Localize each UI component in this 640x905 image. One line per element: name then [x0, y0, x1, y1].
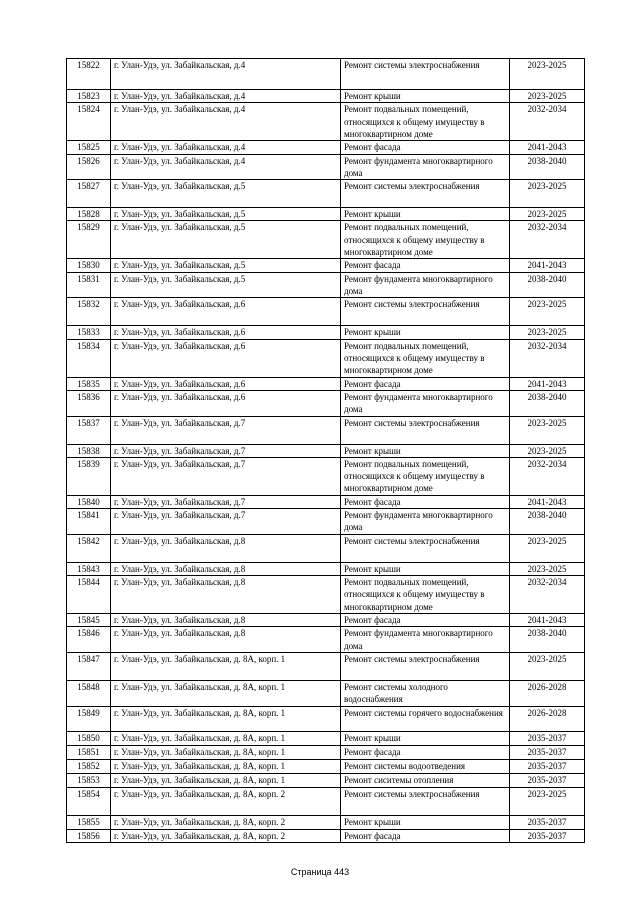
- row-number-cell: 15851: [67, 745, 111, 759]
- row-number-cell: 15850: [67, 731, 111, 745]
- period-cell: 2023-2025: [510, 444, 585, 457]
- work-type-cell: Ремонт крыши: [341, 731, 510, 745]
- work-type-cell: Ремонт фасада: [341, 259, 510, 272]
- work-type-cell: Ремонт фундамента многоквартирного дома: [341, 627, 510, 653]
- work-type-cell: Ремонт крыши: [341, 444, 510, 457]
- work-type-cell: Ремонт фундамента многоквартирного дома: [341, 509, 510, 535]
- address-cell: г. Улан-Удэ, ул. Забайкальская, д.8: [111, 534, 341, 562]
- period-cell: 2038-2040: [510, 509, 585, 535]
- period-cell: 2041-2043: [510, 141, 585, 154]
- table-row: [67, 509, 585, 535]
- address-cell: г. Улан-Удэ, ул. Забайкальская, д.5: [111, 208, 341, 221]
- row-number-cell: 15822: [67, 59, 111, 90]
- address-cell: г. Улан-Удэ, ул. Забайкальская, д. 8А, корп. 1: [111, 773, 341, 787]
- address-cell: г. Улан-Удэ, ул. Забайкальская, д.6: [111, 298, 341, 326]
- period-cell: 2035-2037: [510, 773, 585, 787]
- period-cell: 2023-2025: [510, 534, 585, 562]
- address-cell: г. Улан-Удэ, ул. Забайкальская, д. 8А, корп. 1: [111, 731, 341, 745]
- work-type-cell: Ремонт подвальных помещений, относящихся к общему имуществу в многоквартирном доме: [341, 339, 510, 377]
- work-type-cell: Ремонт фундамента многоквартирного дома: [341, 154, 510, 180]
- work-type-cell: Ремонт системы электроснабжения: [341, 180, 510, 208]
- table-row: [67, 457, 585, 495]
- table-row: [67, 298, 585, 326]
- period-cell: 2023-2025: [510, 787, 585, 815]
- work-type-cell: Ремонт системы холодного водоснабжения: [341, 680, 510, 706]
- table-row: [67, 787, 585, 815]
- work-type-cell: Ремонт крыши: [341, 562, 510, 575]
- table-row: [67, 614, 585, 627]
- work-type-cell: Ремонт системы электроснабжения: [341, 534, 510, 562]
- repair-schedule-table: [66, 58, 585, 843]
- period-cell: 2041-2043: [510, 377, 585, 390]
- row-number-cell: 15838: [67, 444, 111, 457]
- page-number: Страница 443: [290, 867, 350, 877]
- address-cell: г. Улан-Удэ, ул. Забайкальская, д.4: [111, 154, 341, 180]
- row-number-cell: 15842: [67, 534, 111, 562]
- table-row: [67, 562, 585, 575]
- row-number-cell: 15853: [67, 773, 111, 787]
- work-type-cell: Ремонт системы электроснабжения: [341, 298, 510, 326]
- row-number-cell: 15823: [67, 90, 111, 103]
- work-type-cell: Ремонт фасада: [341, 377, 510, 390]
- table-row: [67, 326, 585, 339]
- work-type-cell: Ремонт фасада: [341, 614, 510, 627]
- table-row: [67, 154, 585, 180]
- row-number-cell: 15852: [67, 759, 111, 773]
- table-row: [67, 534, 585, 562]
- row-number-cell: 15855: [67, 815, 111, 829]
- period-cell: 2023-2025: [510, 180, 585, 208]
- table-row: [67, 627, 585, 653]
- address-cell: г. Улан-Удэ, ул. Забайкальская, д. 8А, корп. 1: [111, 706, 341, 731]
- address-cell: г. Улан-Удэ, ул. Забайкальская, д.5: [111, 180, 341, 208]
- period-cell: 2041-2043: [510, 259, 585, 272]
- work-type-cell: Ремонт крыши: [341, 815, 510, 829]
- address-cell: г. Улан-Удэ, ул. Забайкальская, д.7: [111, 495, 341, 508]
- work-type-cell: Ремонт фасада: [341, 495, 510, 508]
- work-type-cell: Ремонт фасада: [341, 141, 510, 154]
- address-cell: г. Улан-Удэ, ул. Забайкальская, д. 8А, корп. 1: [111, 759, 341, 773]
- table-row: [67, 390, 585, 416]
- table-row: [67, 731, 585, 745]
- table-row: [67, 339, 585, 377]
- table-row: [67, 141, 585, 154]
- table-row: [67, 208, 585, 221]
- table-row: [67, 259, 585, 272]
- table-row: [67, 773, 585, 787]
- row-number-cell: 15826: [67, 154, 111, 180]
- period-cell: 2023-2025: [510, 208, 585, 221]
- address-cell: г. Улан-Удэ, ул. Забайкальская, д.5: [111, 221, 341, 259]
- address-cell: г. Улан-Удэ, ул. Забайкальская, д.6: [111, 377, 341, 390]
- row-number-cell: 15849: [67, 706, 111, 731]
- period-cell: 2035-2037: [510, 815, 585, 829]
- address-cell: г. Улан-Удэ, ул. Забайкальская, д.7: [111, 444, 341, 457]
- row-number-cell: 15834: [67, 339, 111, 377]
- row-number-cell: 15825: [67, 141, 111, 154]
- period-cell: 2035-2037: [510, 745, 585, 759]
- table-row: [67, 103, 585, 141]
- row-number-cell: 15836: [67, 390, 111, 416]
- table-row: [67, 180, 585, 208]
- period-cell: 2038-2040: [510, 154, 585, 180]
- period-cell: 2023-2025: [510, 652, 585, 680]
- address-cell: г. Улан-Удэ, ул. Забайкальская, д.8: [111, 562, 341, 575]
- address-cell: г. Улан-Удэ, ул. Забайкальская, д. 8А, корп. 2: [111, 787, 341, 815]
- work-type-cell: Ремонт системы электроснабжения: [341, 59, 510, 90]
- address-cell: г. Улан-Удэ, ул. Забайкальская, д.7: [111, 509, 341, 535]
- address-cell: г. Улан-Удэ, ул. Забайкальская, д.8: [111, 627, 341, 653]
- table-body: [67, 59, 585, 843]
- period-cell: 2035-2037: [510, 829, 585, 842]
- table-row: [67, 829, 585, 842]
- work-type-cell: Ремонт крыши: [341, 326, 510, 339]
- table-row: [67, 90, 585, 103]
- period-cell: 2023-2025: [510, 562, 585, 575]
- table-row: [67, 652, 585, 680]
- address-cell: г. Улан-Удэ, ул. Забайкальская, д.6: [111, 390, 341, 416]
- row-number-cell: 15844: [67, 576, 111, 614]
- period-cell: 2026-2028: [510, 680, 585, 706]
- work-type-cell: Ремонт системы водоотведения: [341, 759, 510, 773]
- table-row: [67, 59, 585, 90]
- table-row: [67, 221, 585, 259]
- row-number-cell: 15854: [67, 787, 111, 815]
- table-row: [67, 416, 585, 444]
- table-row: [67, 680, 585, 706]
- address-cell: г. Улан-Удэ, ул. Забайкальская, д. 8А, корп. 1: [111, 652, 341, 680]
- period-cell: 2023-2025: [510, 298, 585, 326]
- table-row: [67, 576, 585, 614]
- work-type-cell: Ремонт крыши: [341, 90, 510, 103]
- row-number-cell: 15833: [67, 326, 111, 339]
- period-cell: 2032-2034: [510, 576, 585, 614]
- row-number-cell: 15847: [67, 652, 111, 680]
- row-number-cell: 15843: [67, 562, 111, 575]
- period-cell: 2038-2040: [510, 272, 585, 298]
- row-number-cell: 15839: [67, 457, 111, 495]
- period-cell: 2032-2034: [510, 221, 585, 259]
- address-cell: г. Улан-Удэ, ул. Забайкальская, д. 8А, корп. 2: [111, 815, 341, 829]
- address-cell: г. Улан-Удэ, ул. Забайкальская, д. 8А, корп. 1: [111, 745, 341, 759]
- row-number-cell: 15841: [67, 509, 111, 535]
- row-number-cell: 15830: [67, 259, 111, 272]
- period-cell: 2035-2037: [510, 731, 585, 745]
- row-number-cell: 15828: [67, 208, 111, 221]
- work-type-cell: Ремонт системы электроснабжения: [341, 416, 510, 444]
- period-cell: 2023-2025: [510, 90, 585, 103]
- work-type-cell: Ремонт подвальных помещений, относящихся к общему имуществу в многоквартирном доме: [341, 103, 510, 141]
- work-type-cell: Ремонт крыши: [341, 208, 510, 221]
- work-type-cell: Ремонт фасада: [341, 829, 510, 842]
- work-type-cell: Ремонт сиситемы отопления: [341, 773, 510, 787]
- address-cell: г. Улан-Удэ, ул. Забайкальская, д.6: [111, 326, 341, 339]
- work-type-cell: Ремонт системы электроснабжения: [341, 787, 510, 815]
- row-number-cell: 15837: [67, 416, 111, 444]
- work-type-cell: Ремонт системы горячего водоснабжения: [341, 706, 510, 731]
- period-cell: 2023-2025: [510, 326, 585, 339]
- period-cell: 2041-2043: [510, 495, 585, 508]
- period-cell: 2032-2034: [510, 103, 585, 141]
- work-type-cell: Ремонт системы электроснабжения: [341, 652, 510, 680]
- period-cell: 2032-2034: [510, 339, 585, 377]
- row-number-cell: 15856: [67, 829, 111, 842]
- work-type-cell: Ремонт подвальных помещений, относящихся к общему имуществу в многоквартирном доме: [341, 457, 510, 495]
- table-row: [67, 706, 585, 731]
- table-row: [67, 745, 585, 759]
- address-cell: г. Улан-Удэ, ул. Забайкальская, д.4: [111, 90, 341, 103]
- row-number-cell: 15845: [67, 614, 111, 627]
- row-number-cell: 15831: [67, 272, 111, 298]
- row-number-cell: 15824: [67, 103, 111, 141]
- table-row: [67, 377, 585, 390]
- row-number-cell: 15835: [67, 377, 111, 390]
- work-type-cell: Ремонт фасада: [341, 745, 510, 759]
- row-number-cell: 15829: [67, 221, 111, 259]
- address-cell: г. Улан-Удэ, ул. Забайкальская, д. 8А, корп. 2: [111, 829, 341, 842]
- address-cell: г. Улан-Удэ, ул. Забайкальская, д.7: [111, 416, 341, 444]
- address-cell: г. Улан-Удэ, ул. Забайкальская, д. 8А, корп. 1: [111, 680, 341, 706]
- table-row: [67, 272, 585, 298]
- work-type-cell: Ремонт фундамента многоквартирного дома: [341, 390, 510, 416]
- period-cell: 2038-2040: [510, 390, 585, 416]
- address-cell: г. Улан-Удэ, ул. Забайкальская, д.4: [111, 141, 341, 154]
- period-cell: 2038-2040: [510, 627, 585, 653]
- address-cell: г. Улан-Удэ, ул. Забайкальская, д.8: [111, 614, 341, 627]
- period-cell: 2023-2025: [510, 416, 585, 444]
- period-cell: 2035-2037: [510, 759, 585, 773]
- table-row: [67, 815, 585, 829]
- period-cell: 2023-2025: [510, 59, 585, 90]
- address-cell: г. Улан-Удэ, ул. Забайкальская, д.4: [111, 103, 341, 141]
- work-type-cell: Ремонт подвальных помещений, относящихся к общему имуществу в многоквартирном доме: [341, 221, 510, 259]
- period-cell: 2026-2028: [510, 706, 585, 731]
- address-cell: г. Улан-Удэ, ул. Забайкальская, д.7: [111, 457, 341, 495]
- row-number-cell: 15827: [67, 180, 111, 208]
- address-cell: г. Улан-Удэ, ул. Забайкальская, д.4: [111, 59, 341, 90]
- row-number-cell: 15840: [67, 495, 111, 508]
- address-cell: г. Улан-Удэ, ул. Забайкальская, д.8: [111, 576, 341, 614]
- period-cell: 2041-2043: [510, 614, 585, 627]
- row-number-cell: 15832: [67, 298, 111, 326]
- table-row: [67, 759, 585, 773]
- work-type-cell: Ремонт фундамента многоквартирного дома: [341, 272, 510, 298]
- row-number-cell: 15846: [67, 627, 111, 653]
- address-cell: г. Улан-Удэ, ул. Забайкальская, д.5: [111, 272, 341, 298]
- row-number-cell: 15848: [67, 680, 111, 706]
- period-cell: 2032-2034: [510, 457, 585, 495]
- address-cell: г. Улан-Удэ, ул. Забайкальская, д.6: [111, 339, 341, 377]
- work-type-cell: Ремонт подвальных помещений, относящихся к общему имуществу в многоквартирном доме: [341, 576, 510, 614]
- address-cell: г. Улан-Удэ, ул. Забайкальская, д.5: [111, 259, 341, 272]
- table-row: [67, 444, 585, 457]
- table-row: [67, 495, 585, 508]
